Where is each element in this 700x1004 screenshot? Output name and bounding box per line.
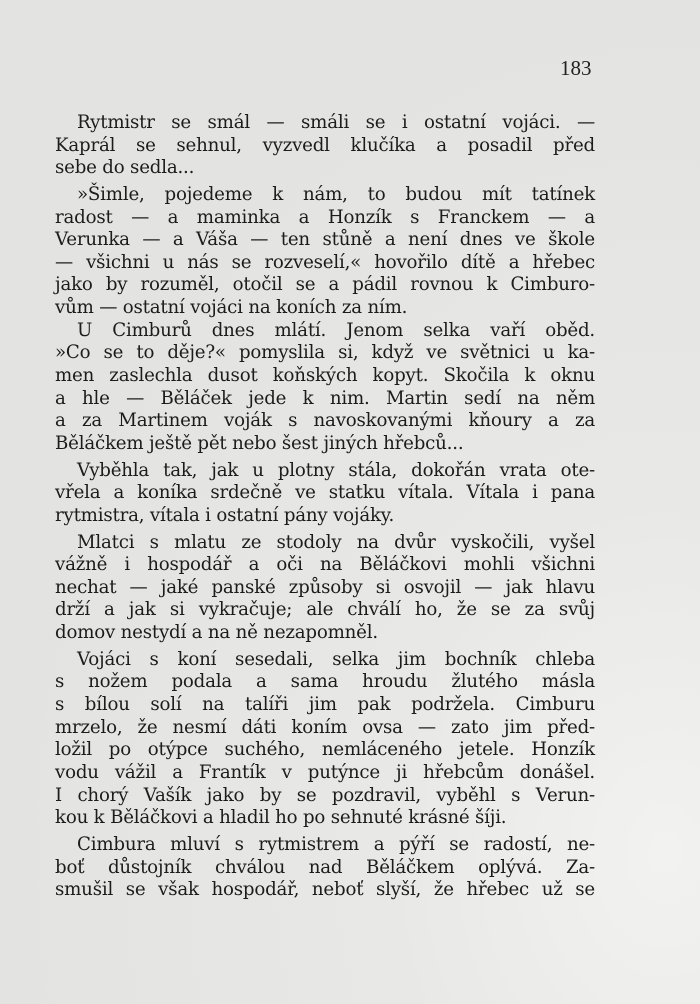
paragraph [55,112,595,180]
page-number: 183 [560,56,592,80]
text-line: — všichni u nás se rozveselí,« hovořilo dítě a hřebec [55,251,595,273]
paragraph [55,649,595,830]
text-line: »Šimle, pojedeme k nám, to budou mít tatínek [77,183,595,205]
text-line: vážně i hospodář a oči na Běláčkovi mohli všichni [55,554,595,576]
text-line: radost — a maminka a Honzík s Franckem — a [55,206,595,228]
paragraph [55,532,595,645]
text-line: s nožem podala a sama hroudu žlutého másla [55,671,595,693]
text-line: Rytmistr se smál — smáli se i ostatní vojáci. — [77,112,595,133]
text-line: sebe do sedla... [55,157,195,179]
text-line: Běláčkem ještě pět nebo šest jiných hřebců... [55,432,464,454]
text-line: rytmistra, vítala i ostatní pány vojáky. [55,504,395,526]
text-line: Cimbura mluví s rytmistrem a pýří se radostí, ne- [77,833,595,855]
text-line: Vyběhla tak, jak u plotny stála, dokořán vrata ote- [77,459,595,481]
text-line: Vojáci s koní sesedali, selka jim bochník chleba [77,648,595,670]
text-line: Verunka — a Váša — ten stůně a není dnes ve škole [55,229,595,251]
paragraph [55,834,595,902]
text-line: drží a jak si vykračuje; ale chválí ho, že se za svůj [55,599,595,621]
text-line: Mlatci s mlatu ze stodoly na dvůr vyskočili, vyšel [77,531,595,553]
paragraph [55,320,595,456]
text-line: domov nestydí a na ně nezapomněl. [55,622,378,644]
body-text [55,112,595,906]
paragraph [55,184,595,320]
text-line: vřela a koníka srdečně ve statku vítala. Vítala i pana [55,482,595,504]
text-line: vodu vážil a Frantík v putýnce ji hřebcům donášel. [55,761,595,783]
text-line: U Cimburů dnes mlátí. Jenom selka vaří oběd. [77,319,595,341]
text-line: a hle — Běláček jede k nim. Martin sedí na něm [55,387,595,409]
text-line: vům — ostatní vojáci na koních za ním. [55,297,408,319]
text-line: kou k Běláčkovi a hladil ho po sehnuté krásné šíji. [55,807,507,829]
text-line: I chorý Vašík jako by se pozdravil, vyběhl s Verun- [55,784,595,806]
text-line: a za Martinem voják s navoskovanými kňoury a za [55,410,595,432]
text-line: smušil se však hospodář, neboť slyší, že hřebec už se [55,879,595,901]
text-line: mrzelo, že nesmí dáti koním ovsa — zato jim před- [55,716,595,738]
text-line: s bílou solí na talíři jim pak podržela. Cimburu [55,694,595,716]
text-line: boť důstojník chválou nad Běláčkem oplývá. Za- [55,856,595,878]
text-line: Kaprál se sehnul, vyzvedl klučíka a posadil před [55,134,595,156]
text-line: nechat — jaké panské způsoby si osvojil — jak hlavu [55,576,595,598]
text-line: jako by rozuměl, otočil se a pádil rovnou k Cimburo- [55,274,595,296]
text-line: »Co se to děje?« pomyslila si, když ve světnici u ka- [55,342,595,364]
text-line: men zaslechla dusot koňských kopyt. Skočila k oknu [55,365,595,387]
text-line: ložil po otýpce suchého, nemláceného jetele. Honzík [55,739,595,761]
paragraph [55,460,595,528]
